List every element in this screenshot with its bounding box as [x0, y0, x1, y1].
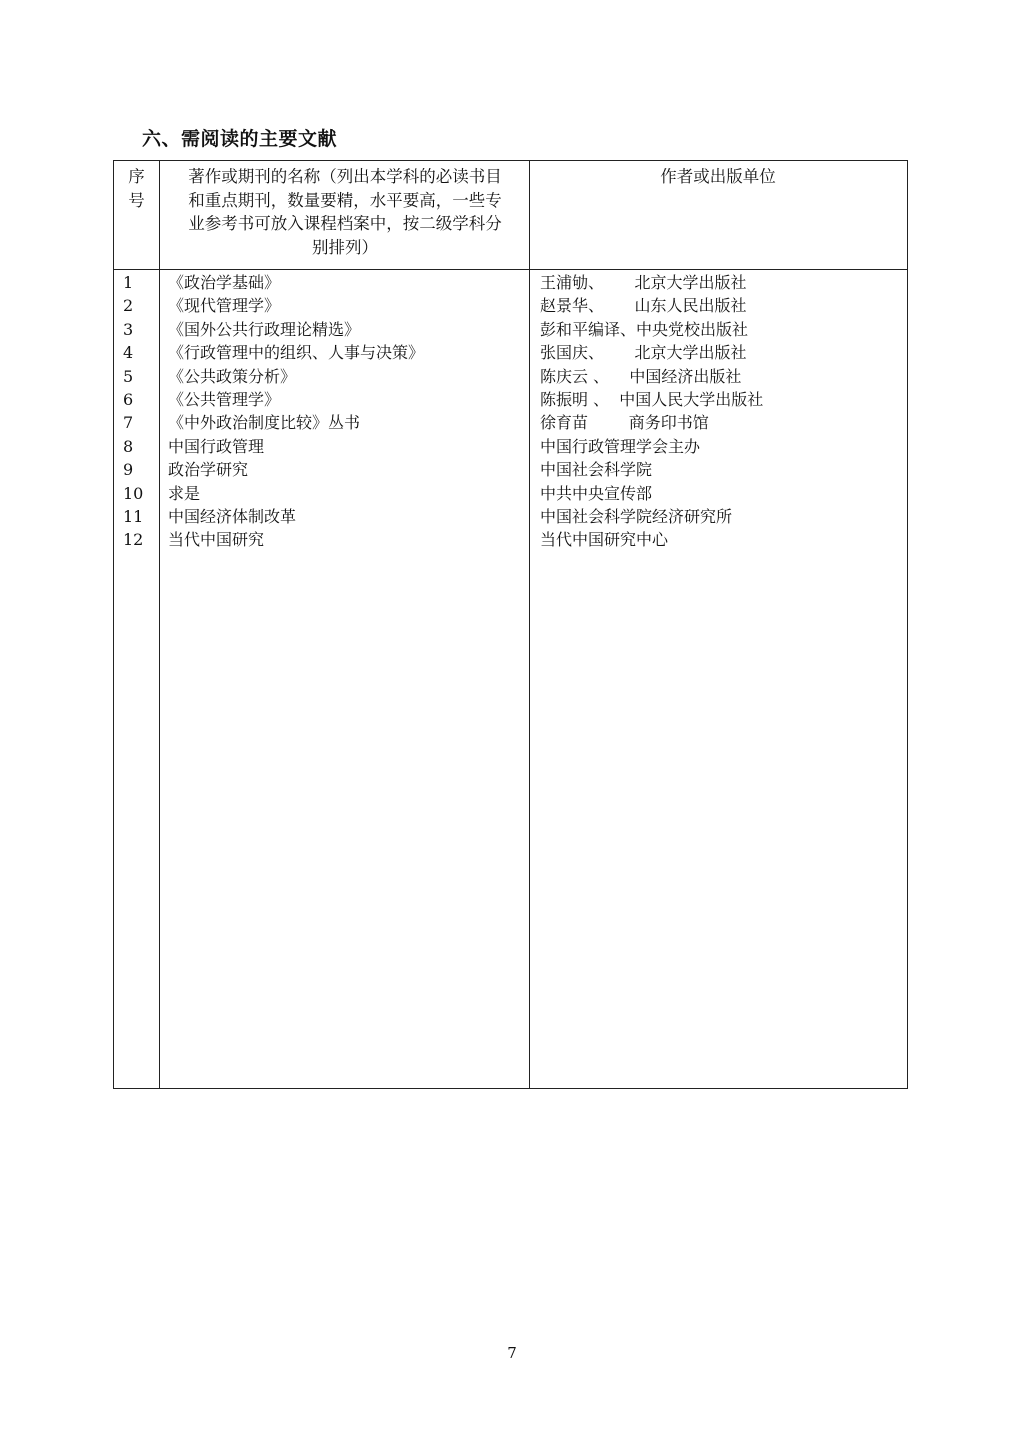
row-title: 当代中国研究	[168, 530, 265, 550]
row-title: 《政治学基础》	[168, 273, 281, 292]
row-author: 赵景华、 山东人民出版社	[540, 296, 747, 316]
table-row	[114, 341, 907, 364]
table-row	[114, 458, 907, 481]
table-row	[114, 294, 907, 317]
row-title: 《公共政策分析》	[168, 366, 297, 386]
row-seq: 12	[123, 530, 144, 550]
row-author: 中国社会科学院经济研究所	[540, 506, 733, 526]
row-title: 政治学研究	[168, 460, 249, 480]
row-seq: 1	[123, 273, 134, 292]
row-author: 张国庆、 北京大学出版社	[540, 343, 747, 363]
page-number: 7	[507, 1344, 517, 1362]
row-author: 中国行政管理学会主办	[540, 436, 701, 456]
section-heading: 六、需阅读的主要文献	[142, 128, 338, 150]
header-title-line: 业参考书可放入课程档案中，按二级学科分	[188, 214, 502, 233]
table-row	[114, 505, 907, 528]
literature-table	[113, 160, 908, 1089]
header-title-line: 和重点期刊，数量要精，水平要高，一些专	[188, 190, 502, 210]
table-row	[114, 482, 907, 505]
row-seq: 5	[123, 366, 134, 386]
row-title: 求是	[168, 483, 201, 503]
header-seq-line: 号	[128, 191, 145, 210]
header-seq-line: 序	[128, 167, 145, 186]
row-title: 《国外公共行政理论精选》	[168, 319, 361, 339]
table-row	[114, 435, 907, 458]
table-body	[114, 271, 907, 552]
row-author: 当代中国研究中心	[540, 530, 669, 550]
table-row	[114, 318, 907, 341]
row-author: 中共中央宣传部	[540, 483, 653, 503]
row-title: 《公共管理学》	[168, 389, 281, 409]
header-seq	[114, 165, 159, 213]
table-header-divider	[114, 269, 907, 270]
row-title: 《现代管理学》	[168, 296, 281, 316]
row-title: 《中外政治制度比较》丛书	[168, 413, 361, 433]
row-author: 徐育苗 商务印书馆	[540, 413, 709, 433]
row-title: 《行政管理中的组织、人事与决策》	[168, 343, 425, 363]
header-title-line: 著作或期刊的名称（列出本学科的必读书目	[188, 167, 502, 186]
row-seq: 3	[123, 319, 134, 339]
table-row	[114, 411, 907, 434]
row-author: 彭和平编译、中央党校出版社	[540, 319, 749, 339]
header-title-line: 别排列）	[312, 237, 378, 257]
row-seq: 11	[123, 506, 144, 526]
row-author: 陈振明 、 中国人民大学出版社	[540, 389, 764, 409]
table-row	[114, 271, 907, 294]
row-seq: 9	[123, 460, 134, 480]
row-seq: 8	[123, 436, 134, 456]
row-seq: 7	[123, 413, 134, 433]
row-seq: 6	[123, 389, 134, 409]
table-row	[114, 365, 907, 388]
row-seq: 4	[123, 343, 134, 363]
row-seq: 2	[123, 296, 134, 316]
row-author: 王浦劬、 北京大学出版社	[540, 273, 747, 292]
row-title: 中国经济体制改革	[168, 506, 297, 526]
row-seq: 10	[123, 483, 144, 503]
header-title	[167, 165, 523, 259]
table-row	[114, 528, 907, 551]
header-author: 作者或出版单位	[660, 167, 776, 186]
row-author: 中国社会科学院	[540, 460, 653, 480]
table-row	[114, 388, 907, 411]
row-title: 中国行政管理	[168, 436, 265, 456]
row-author: 陈庆云 、 中国经济出版社	[540, 366, 742, 386]
